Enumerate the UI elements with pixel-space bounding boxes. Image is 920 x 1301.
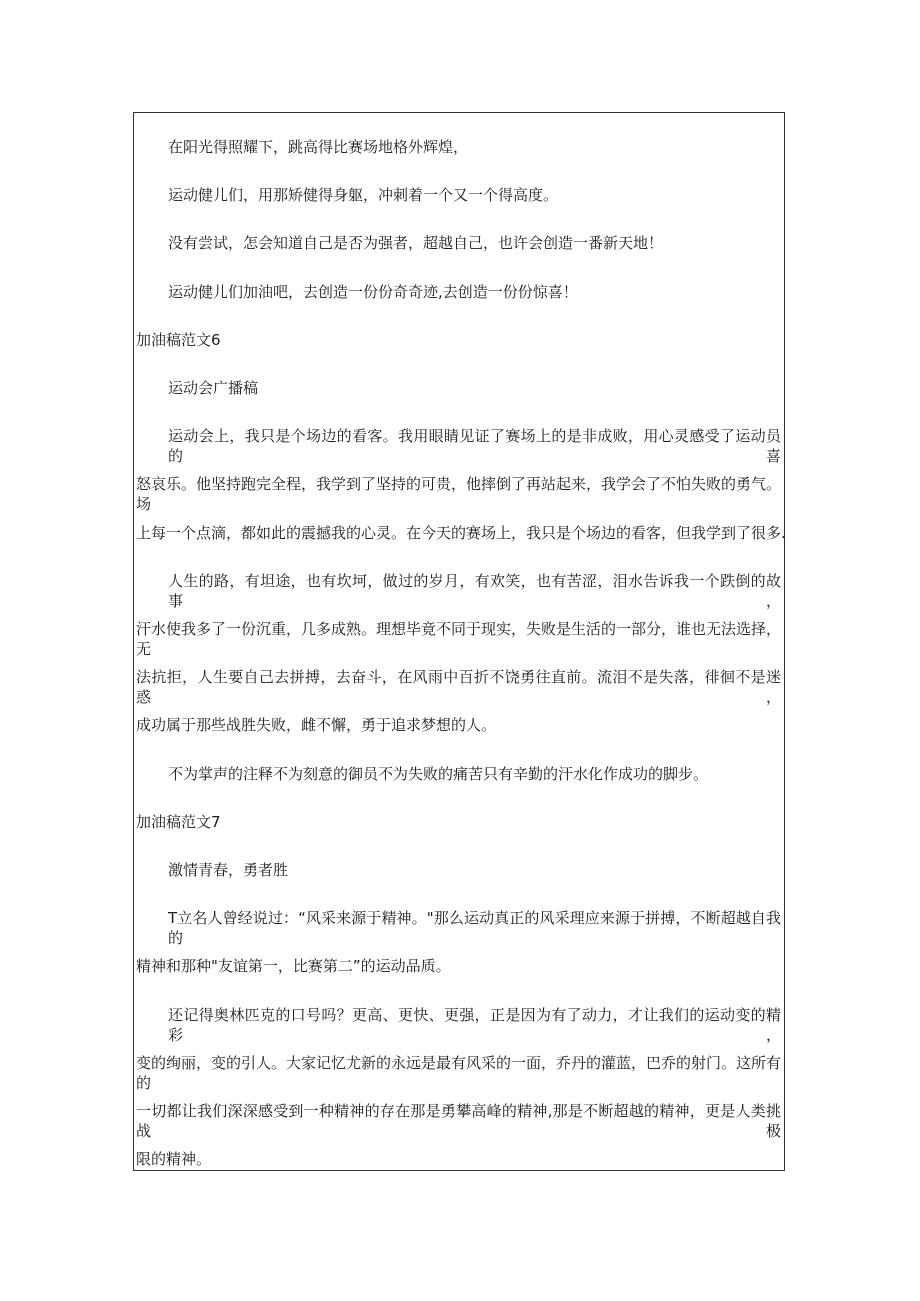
paragraph-line: 变的绚丽，变的引人。大家记忆尤新的永远是最有风采的一面，乔丹的灌蓝，巴乔的射门。这所有的 xyxy=(136,1054,782,1092)
document-page xyxy=(133,112,785,1171)
paragraph-line: 上每一个点滴，都如此的震撼我的心灵。在今天的赛场上，我只是个场边的看客，但我学到了很多. xyxy=(136,524,786,542)
paragraph-line: T立名人曾经说过：“风采来源于精神。"那么运动真正的风采理应来源于拼搏，不断超越自我的 xyxy=(168,909,781,947)
poem-line-3: 没有尝试，怎会知道自己是否为强者，超越自己，也许会创造一番新天地！ xyxy=(168,234,664,252)
paragraph-line: 还记得奥林匹克的口号吗？更高、更快、更强，正是因为有了动力，才让我们的运动变的精彩， xyxy=(168,1006,781,1044)
paragraph-line: 不为掌声的注释不为刻意的御员不为失败的痛苦只有辛勤的汗水化作成功的脚步。 xyxy=(168,765,709,783)
paragraph-line: 限的精神。 xyxy=(136,1150,212,1168)
paragraph-line: 汗水使我多了一份沉重，几多成熟。理想毕竟不同于现实，失败是生活的一部分，谁也无法选择，无 xyxy=(136,620,782,658)
section-heading-7: 加油稿范文7 xyxy=(136,813,221,831)
paragraph-line: 运动会上，我只是个场边的看客。我用眼睛见证了赛场上的是非成败，用心灵感受了运动员的喜 xyxy=(168,427,781,465)
section-subtitle-7: 激情青春，勇者胜 xyxy=(168,861,289,879)
paragraph-line: 人生的路，有坦途，也有坎坷，做过的岁月，有欢笑，也有苦涩，泪水告诉我一个跌倒的故事， xyxy=(168,572,781,610)
paragraph-line: 成功属于那些战胜失败，雌不懈，勇于追求梦想的人。 xyxy=(136,716,497,734)
paragraph-line: 法抗拒，人生要自己去拼搏，去奋斗，在风雨中百折不饶勇往直前。流泪不是失落，徘徊不是迷惑， xyxy=(136,668,781,706)
paragraph-line: 怒哀乐。他坚持跑完全程，我学到了坚持的可贵，他摔倒了再站起来，我学会了不怕失败的勇气。场 xyxy=(136,475,782,513)
poem-line-2: 运动健儿们，用那矫健得身躯，冲刺着一个又一个得高度。 xyxy=(168,186,559,204)
section-heading-6: 加油稿范文6 xyxy=(136,331,221,349)
poem-line-1: 在阳光得照耀下，跳高得比赛场地格外辉煌， xyxy=(168,138,469,156)
paragraph-line: 一切都让我们深深感受到一种精神的存在那是勇攀高峰的精神,那是不断超越的精神，更是人类挑战极 xyxy=(136,1102,781,1140)
paragraph-line: 精神和那种"友谊第一，比赛第二”的运动品质。 xyxy=(136,957,451,975)
poem-line-4: 运动健儿们加油吧，去创造一份份奇奇迹,去创造一份份惊喜！ xyxy=(168,283,578,301)
section-subtitle-6: 运动会广播稿 xyxy=(168,379,259,397)
